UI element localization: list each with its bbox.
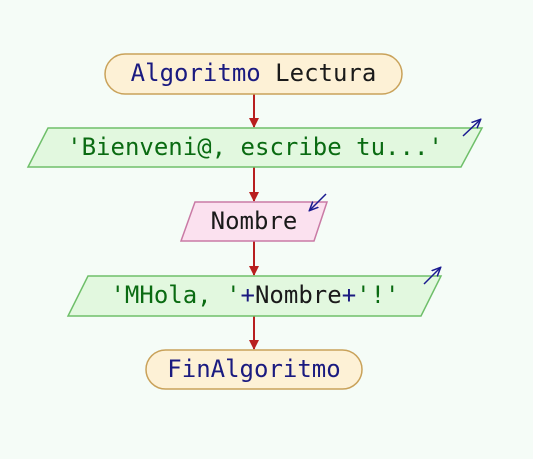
input-node-variable: Nombre: [210, 207, 298, 235]
end-node: [146, 350, 362, 389]
hola-string: 'MHola, ': [110, 281, 241, 309]
end-node-label: FinAlgoritmo: [167, 355, 341, 383]
plus-operator-1: +: [240, 281, 255, 309]
output-node-hola-label: [110, 281, 399, 309]
output-node-greeting-label: 'Bienveni@, escribe tu...': [67, 133, 443, 161]
algorithm-name: Lectura: [275, 59, 377, 87]
nombre-variable: Nombre: [254, 281, 342, 309]
algoritmo-keyword: Algoritmo: [130, 59, 261, 87]
plus-operator-2: +: [341, 281, 357, 309]
input-node-nombre: [181, 194, 327, 241]
exclamation-string: '!': [356, 281, 400, 309]
output-node-greeting: [28, 120, 482, 167]
output-node-hola: [68, 268, 441, 316]
start-node: [105, 54, 402, 94]
start-node-label: [131, 59, 377, 87]
